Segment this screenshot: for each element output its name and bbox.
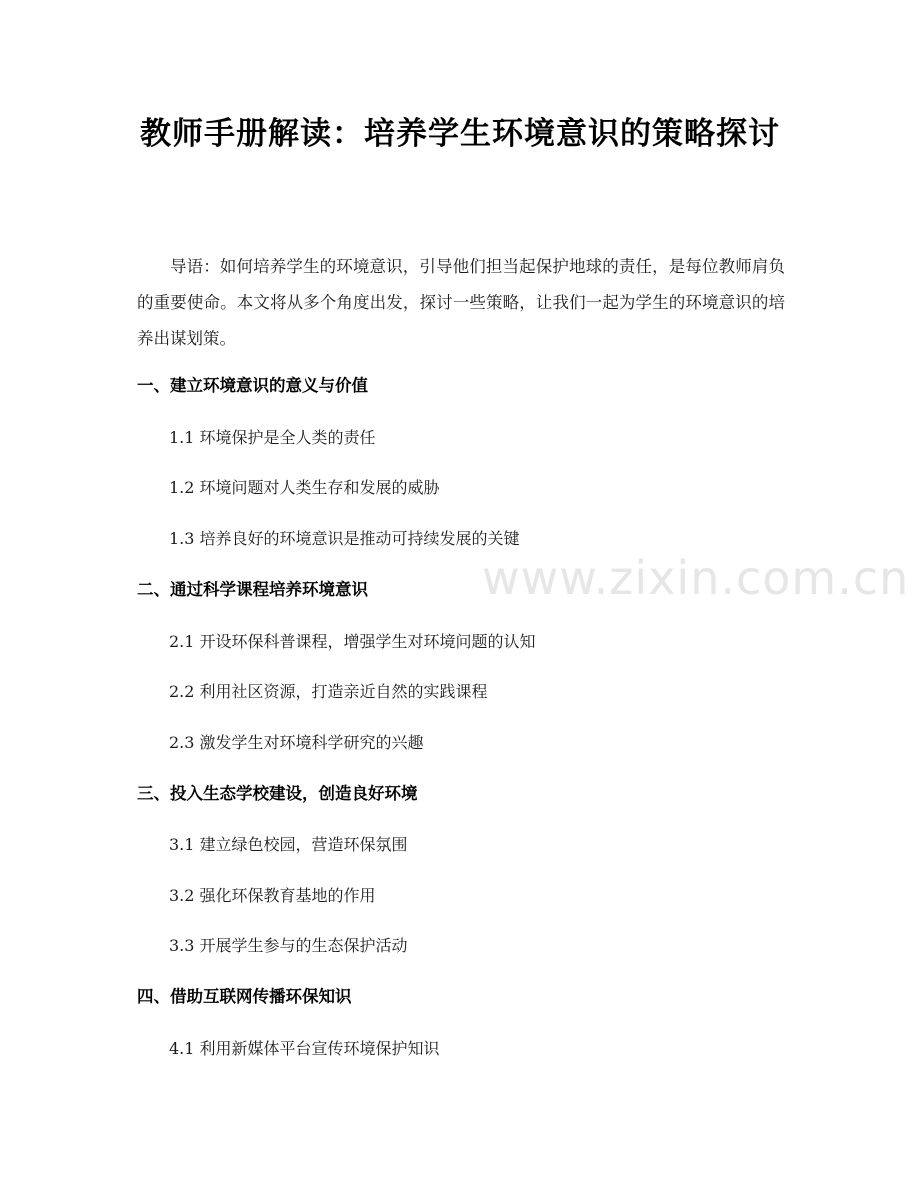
- section-heading-1: 一、建立环境意识的意义与价值: [137, 376, 368, 395]
- watermark-text: www.zixin.com.cn: [482, 551, 910, 605]
- section-heading-4: 四、借助互联网传播环保知识: [137, 987, 352, 1006]
- list-item: 3.2 强化环保教育基地的作用: [169, 886, 376, 905]
- list-item: 1.1 环境保护是全人类的责任: [169, 428, 376, 447]
- list-item: 3.3 开展学生参与的生态保护活动: [169, 936, 408, 955]
- list-item: 1.3 培养良好的环境意识是推动可持续发展的关键: [169, 529, 520, 548]
- section-heading-3: 三、投入生态学校建设，创造良好环境: [137, 784, 418, 803]
- document-title: 教师手册解读：培养学生环境意识的策略探讨: [140, 116, 780, 152]
- intro-paragraph: 导语：如何培养学生的环境意识，引导他们担当起保护地球的责任，是每位教师肩负的重要使命。本文将从多个角度出发，探讨一些策略，让我们一起为学生的环境意识的培养出谋划策。: [137, 257, 785, 348]
- list-item: 4.1 利用新媒体平台宣传环境保护知识: [169, 1039, 440, 1058]
- section-heading-2: 二、通过科学课程培养环境意识: [137, 580, 368, 599]
- list-item: 3.1 建立绿色校园，营造环保氛围: [169, 835, 408, 854]
- list-item: 2.1 开设环保科普课程，增强学生对环境问题的认知: [169, 632, 536, 651]
- list-item: 1.2 环境问题对人类生存和发展的威胁: [169, 478, 440, 497]
- list-item: 2.2 利用社区资源，打造亲近自然的实践课程: [169, 682, 488, 701]
- list-item: 2.3 激发学生对环境科学研究的兴趣: [169, 733, 424, 752]
